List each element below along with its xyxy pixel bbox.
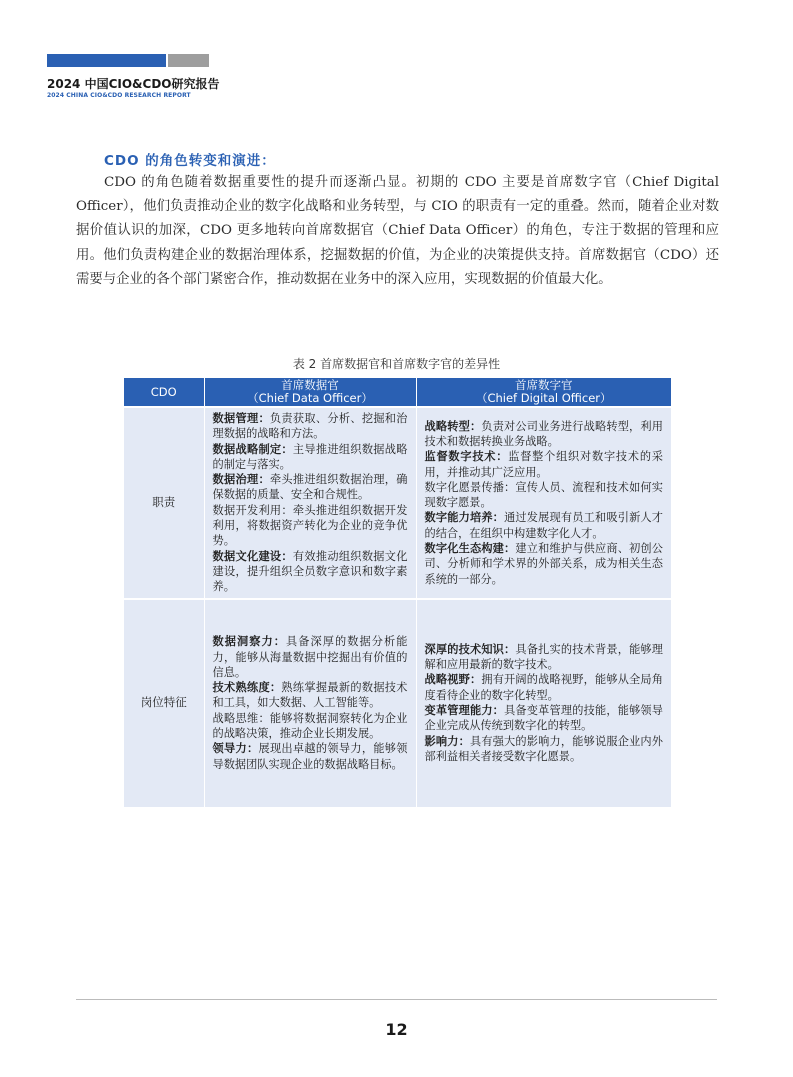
item-text: 具备变革管理的技能，能够领导企业完成从传统到数字化的转型。: [424, 704, 663, 733]
item-text: 具备扎实的技术背景，能够理解和应用最新的数字技术。: [424, 642, 663, 672]
table-row: [124, 599, 671, 807]
list-item: [213, 711, 408, 742]
item-text: 数据开发利用：牵头推进组织数据开发利用，将数据资产转化为企业的竞争优势。: [212, 503, 408, 548]
header-digital-officer: [416, 378, 671, 407]
item-term: 数字能力培养：: [424, 511, 505, 525]
list-item: [425, 642, 664, 673]
item-term: 深厚的技术知识：: [424, 642, 516, 656]
report-title: 2024 中国CIO&CDO研究报告: [47, 77, 220, 91]
table-body: [124, 407, 671, 807]
item-term: 战略转型：: [424, 419, 482, 433]
item-text: 建立和维护与供应商、初创公司、分析师和学术界的外部关系，成为相关生态系统的一部分。: [424, 542, 663, 586]
item-term: 技术熟练度：: [212, 681, 282, 695]
item-text: 有效推动组织数据文化建设，提升组织全员数字意识和数字素养。: [212, 549, 408, 594]
report-subtitle: 2024 CHINA CIO&CDO RESEARCH REPORT: [47, 92, 191, 99]
item-text: 牵头推进组织数据治理，确保数据的质量、安全和合规性。: [212, 473, 408, 502]
table-row: [124, 407, 671, 599]
item-text: 监督整个组织对数字技术的采用，并推动其广泛应用。: [424, 450, 663, 479]
header-gray-bar: [168, 54, 209, 67]
item-term: 数据文化建设：: [212, 549, 293, 563]
header-cdo: CDO: [124, 378, 204, 407]
item-text: 主导推进组织数据战略的制定与落实。: [212, 442, 408, 471]
item-text: 通过发展现有员工和吸引新人才的结合，在组织中构建数字化人才。: [424, 511, 663, 540]
header-data-officer-cn: 首席数据官: [281, 378, 339, 392]
list-item: [425, 541, 664, 587]
item-term: 数字化生态构建：: [424, 542, 516, 556]
item-term: 数据管理：: [212, 412, 270, 425]
item-term: 数据治理：: [212, 473, 270, 487]
list-item: [213, 411, 408, 442]
list-item: [425, 510, 664, 541]
item-text: 战略思维：能够将数据洞察转化为企业的战略决策，推动企业长期发展。: [212, 711, 408, 740]
header-digital-officer-cn: 首席数字官: [515, 378, 573, 392]
comparison-table: [124, 378, 671, 807]
item-term: 战略视野：: [424, 673, 482, 687]
digital-officer-cell: [416, 407, 671, 599]
table-header-row: [124, 378, 671, 407]
row-label: 职责: [124, 407, 204, 599]
footer-divider: [76, 999, 717, 1000]
item-text: 展现出卓越的领导力，能够领导数据团队实现企业的数据战略目标。: [212, 742, 408, 771]
list-item: [425, 480, 664, 511]
item-text: 熟练掌握最新的数据技术和工具，如大数据、人工智能等。: [212, 681, 408, 710]
list-item: [213, 741, 408, 772]
list-item: [213, 680, 408, 711]
header-accent-bar: [47, 54, 166, 67]
header-digital-officer-en: （Chief Digital Officer）: [475, 391, 612, 405]
section-heading: CDO 的角色转变和演进：: [104, 153, 276, 169]
data-officer-cell: [204, 407, 416, 599]
list-item: [213, 549, 408, 595]
item-term: 数据战略制定：: [212, 442, 293, 456]
item-text: 负责获取、分析、挖掘和治理数据的战略和方法。: [212, 412, 408, 441]
list-item: [425, 703, 664, 734]
item-term: 变革管理能力：: [424, 704, 505, 718]
table-caption: 表 2 首席数据官和首席数字官的差异性: [292, 357, 501, 371]
item-term: 数据洞察力：: [212, 635, 287, 649]
row-label: 岗位特征: [124, 599, 204, 807]
item-text: 具备深厚的数据分析能力，能够从海量数据中挖掘出有价值的信息。: [212, 635, 408, 679]
list-item: [213, 472, 408, 503]
list-item: [425, 419, 664, 450]
item-term: 影响力：: [424, 734, 470, 748]
list-item: [213, 442, 408, 473]
body-paragraph: CDO 的角色随着数据重要性的提升而逐渐凸显。初期的 CDO 主要是首席数字官（Chief Digital Officer），他们负责推动企业的数字化战略和业务转型，与 CIO 的职责有一定的重叠。然而，随着企业对数据价值认识的加深，CDO 更多地转向首席数据官（Chief Data Officer）的角色，专注于数据的管理和应用。他们负责构建企业的数据治理体系，挖掘数据的价值，为企业的决策提供支持。首席数据官（CDO）还需要与企业的各个部门紧密合作，推动数据在业务中的深入应用，实现数据的价值最大化。: [76, 175, 719, 287]
item-text: 负责对公司业务进行战略转型，利用技术和数据转换业务战略。: [424, 419, 663, 448]
page-number: 12: [385, 1020, 408, 1039]
header-data-officer-en: （Chief Data Officer）: [247, 391, 373, 405]
list-item: [425, 672, 664, 703]
item-text: 数字化愿景传播：宣传人员、流程和技术如何实现数字愿景。: [424, 480, 663, 510]
list-item: [213, 634, 408, 680]
header-data-officer: [204, 378, 416, 407]
list-item: [425, 734, 664, 765]
item-term: 领导力：: [212, 742, 259, 756]
item-term: 监督数字技术：: [424, 450, 509, 464]
item-text: 拥有开阔的战略视野，能够从全局角度看待企业的数字化转型。: [424, 673, 663, 702]
digital-officer-cell: [416, 599, 671, 807]
list-item: [213, 503, 408, 549]
item-text: 具有强大的影响力，能够说服企业内外部利益相关者接受数字化愿景。: [424, 734, 663, 763]
data-officer-cell: [204, 599, 416, 807]
list-item: [425, 449, 664, 480]
